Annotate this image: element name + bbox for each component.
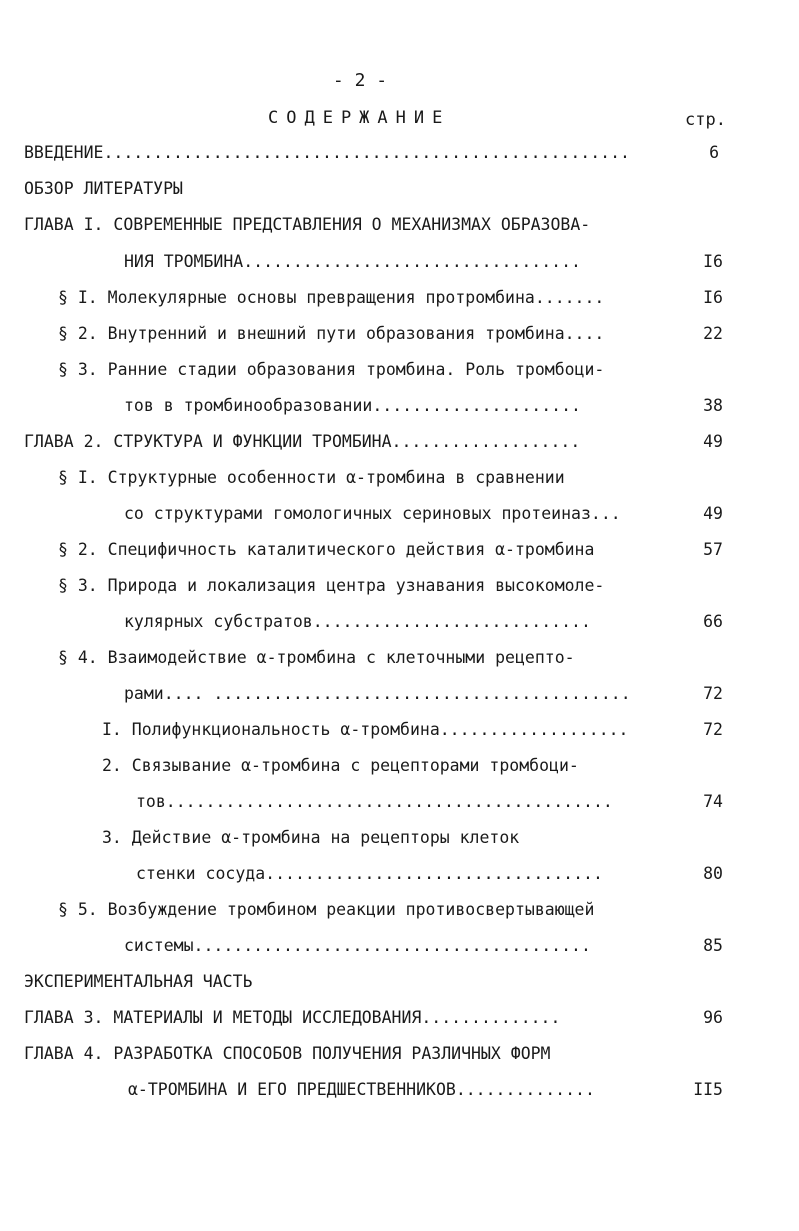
toc-line: ГЛАВА 4. РАЗРАБОТКА СПОСОБОВ ПОЛУЧЕНИЯ РАЗЛИЧНЫХ ФОРМ xyxy=(24,1044,551,1063)
toc-line: ГЛАВА 3. МАТЕРИАЛЫ И МЕТОДЫ ИССЛЕДОВАНИЯ.............. xyxy=(24,1008,561,1027)
toc-line: ГЛАВА I. СОВРЕМЕННЫЕ ПРЕДСТАВЛЕНИЯ О МЕХАНИЗМАХ ОБРАЗОВА- xyxy=(24,215,591,234)
toc-line: ГЛАВА 2. СТРУКТУРА И ФУНКЦИИ ТРОМБИНА................... xyxy=(24,432,581,451)
toc-page: 49 xyxy=(703,504,723,523)
toc-line: § I. Молекулярные основы превращения протромбина....... xyxy=(58,288,605,307)
toc-line: системы........................................ xyxy=(124,936,591,955)
toc-page: 85 xyxy=(703,936,723,955)
toc-page: 6 xyxy=(709,143,719,162)
toc-page: 66 xyxy=(703,612,723,631)
toc-line: § 3. Ранние стадии образования тромбина. Роль тромбоци- xyxy=(58,360,605,379)
toc-page: 22 xyxy=(703,324,723,343)
page-column-label: стр. xyxy=(685,110,726,130)
toc-line: НИЯ ТРОМБИНА.................................. xyxy=(124,252,581,271)
toc-line: со структурами гомологичных сериновых протеиназ... xyxy=(124,504,621,523)
toc-page: 57 xyxy=(703,540,723,559)
toc-line: тов............................................. xyxy=(136,792,613,811)
page-title: СОДЕРЖАНИЕ xyxy=(268,108,451,128)
toc-line: § 4. Взаимодействие α-тромбина с клеточными рецепто- xyxy=(58,648,575,667)
toc-page: 74 xyxy=(703,792,723,811)
toc-line: ЭКСПЕРИМЕНТАЛЬНАЯ ЧАСТЬ xyxy=(24,972,253,991)
toc-line: ОБЗОР ЛИТЕРАТУРЫ xyxy=(24,179,183,198)
toc-line: тов в тромбинообразовании..................... xyxy=(124,396,581,415)
toc-page: 49 xyxy=(703,432,723,451)
toc-line: α-ТРОМБИНА И ЕГО ПРЕДШЕСТВЕННИКОВ.............. xyxy=(128,1080,595,1099)
toc-line: рами.... .......................................... xyxy=(124,684,631,703)
toc-page: 72 xyxy=(703,684,723,703)
toc-line: ВВЕДЕНИЕ..................................................... xyxy=(24,143,630,162)
toc-line: § 2. Внутренний и внешний пути образования тромбина.... xyxy=(58,324,605,343)
page-number: - 2 - xyxy=(332,70,388,91)
toc-line: § I. Структурные особенности α-тромбина в сравнении xyxy=(58,468,565,487)
toc-page: I6 xyxy=(703,252,723,271)
toc-line: § 3. Природа и локализация центра узнавания высокомоле- xyxy=(58,576,605,595)
toc-page: 80 xyxy=(703,864,723,883)
toc-line: 3. Действие α-тромбина на рецепторы клеток xyxy=(102,828,520,847)
toc-line: I. Полифункциональность α-тромбина................... xyxy=(102,720,629,739)
toc-page: 96 xyxy=(703,1008,723,1027)
toc-page: I6 xyxy=(703,288,723,307)
toc-line: § 5. Возбуждение тромбином реакции противосвертывающей xyxy=(58,900,595,919)
toc-line: стенки сосуда.................................. xyxy=(136,864,603,883)
toc-page: 38 xyxy=(703,396,723,415)
toc-line: § 2. Специфичность каталитического действия α-тромбина xyxy=(58,540,595,559)
toc-line: 2. Связывание α-тромбина с рецепторами тромбоци- xyxy=(102,756,579,775)
toc-line: кулярных субстратов............................ xyxy=(124,612,591,631)
toc-page: 72 xyxy=(703,720,723,739)
toc-page: II5 xyxy=(693,1080,723,1099)
